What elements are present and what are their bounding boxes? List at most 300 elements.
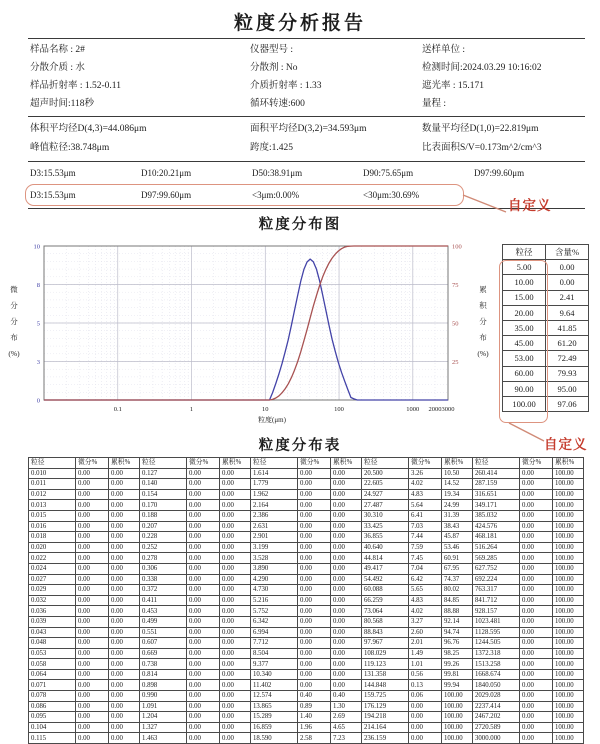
dist-table-cell: 0.012 (29, 489, 76, 500)
dist-table-cell: 0.00 (520, 563, 553, 574)
dist-table-cell: 194.218 (362, 712, 409, 723)
dist-table-cell: 1.779 (251, 479, 298, 490)
dist-table-cell: 0.814 (140, 669, 187, 680)
dist-table-cell: 100.00 (553, 479, 584, 490)
dist-table-cell: 2.901 (251, 532, 298, 543)
dist-table-cell: 0.029 (29, 585, 76, 596)
dist-table-cell: 0.00 (220, 479, 251, 490)
side-table-cell: 72.49 (546, 351, 589, 366)
dist-table-cell: 0.89 (298, 701, 331, 712)
dist-table-cell: 27.487 (362, 500, 409, 511)
dist-table-cell: 0.00 (187, 659, 220, 670)
dist-table-cell: 100.00 (553, 521, 584, 532)
dist-table-cell: 0.00 (520, 627, 553, 638)
dist-table-cell: 2.164 (251, 500, 298, 511)
x-tick-label: 0.1 (113, 406, 122, 413)
dist-table-cell: 0.607 (140, 638, 187, 649)
dist-table-cell: 0.127 (140, 468, 187, 479)
info-cell: 分散介质 : 水 (30, 63, 85, 73)
dist-table-cell: 45.87 (442, 532, 473, 543)
dist-table-cell: 0.00 (331, 468, 362, 479)
table-row (29, 479, 584, 490)
y-right-tick-label: 50 (452, 320, 459, 328)
dist-table-cell: 0.00 (409, 701, 442, 712)
y-left-axis-label: 布 (10, 333, 18, 342)
dist-table-cell: 100.00 (553, 542, 584, 553)
side-table-cell: 79.93 (546, 366, 589, 381)
dist-table-cell: 0.56 (409, 669, 442, 680)
dist-table-cell: 80.02 (442, 585, 473, 596)
dist-table-cell: 31.39 (442, 510, 473, 521)
dist-table-cell: 100.00 (442, 722, 473, 733)
dist-table-cell: 20.500 (362, 468, 409, 479)
dist-table-cell: 0.00 (520, 479, 553, 490)
dist-table-cell: 0.00 (520, 733, 553, 744)
dist-table-cell: 100.00 (553, 733, 584, 744)
dist-table-cell: 100.00 (553, 712, 584, 723)
dist-table-cell: 0.00 (520, 553, 553, 564)
dist-table-cell: 627.752 (473, 563, 520, 574)
dist-table-cell: 6.342 (251, 616, 298, 627)
dist-table-cell: 0.00 (220, 553, 251, 564)
dist-table-cell: 0.013 (29, 500, 76, 511)
dist-table-cell: 0.010 (29, 468, 76, 479)
dist-table-cell: 0.00 (76, 733, 109, 744)
dist-table-cell: 0.00 (109, 733, 140, 744)
side-table-header: 含量% (546, 245, 589, 260)
side-table-cell: 20.00 (503, 305, 546, 320)
dist-table-cell: 0.00 (187, 701, 220, 712)
dist-table-cell: 10.50 (442, 468, 473, 479)
dist-table-cell: 1.614 (251, 468, 298, 479)
dist-table-cell: 0.00 (220, 648, 251, 659)
dist-table-cell: 0.00 (76, 553, 109, 564)
dist-table-cell: 0.00 (298, 468, 331, 479)
dist-table-cell: 84.85 (442, 595, 473, 606)
dist-table-cell: 0.00 (109, 500, 140, 511)
y-left-axis-label: 分 (10, 301, 18, 310)
dist-table-cell: 0.00 (220, 638, 251, 649)
dist-table-cell: 0.00 (331, 489, 362, 500)
dist-table-cell: 144.848 (362, 680, 409, 691)
dist-table-cell: 24.927 (362, 489, 409, 500)
dist-table-cell: 0.00 (220, 574, 251, 585)
dist-table-cell: 0.00 (187, 468, 220, 479)
dist-table-cell: 0.018 (29, 532, 76, 543)
table-row (503, 336, 589, 351)
dist-table-cell: 10.340 (251, 669, 298, 680)
table-row (29, 500, 584, 511)
dist-table-cell: 0.00 (331, 500, 362, 511)
dist-table-cell: 0.00 (409, 712, 442, 723)
dist-table-cell: 0.016 (29, 521, 76, 532)
dist-table-cell: 385.032 (473, 510, 520, 521)
dist-table-cell: 0.00 (520, 521, 553, 532)
dist-table-header: 微分% (409, 458, 442, 469)
dist-table-cell: 0.00 (109, 468, 140, 479)
dist-table-cell: 0.00 (520, 712, 553, 723)
dist-table-cell: 0.095 (29, 712, 76, 723)
y-right-axis-label: 累 (479, 285, 487, 294)
info-cell: 量程 : (422, 99, 447, 109)
dist-table-cell: 763.317 (473, 585, 520, 596)
dist-table-cell: 0.00 (298, 606, 331, 617)
dist-table-cell: 0.078 (29, 691, 76, 702)
dist-table-cell: 0.00 (187, 680, 220, 691)
dist-table-header: 累积% (331, 458, 362, 469)
dist-table-cell: 1128.595 (473, 627, 520, 638)
dist-table-cell: 0.00 (220, 489, 251, 500)
dist-table-cell: 0.00 (109, 680, 140, 691)
dist-table-cell: 0.13 (409, 680, 442, 691)
dist-table-cell: 0.00 (520, 489, 553, 500)
dist-table-cell: 100.00 (442, 733, 473, 744)
dist-table-cell: 0.00 (109, 648, 140, 659)
dist-table-cell: 0.104 (29, 722, 76, 733)
dist-table-cell: 0.00 (187, 574, 220, 585)
d-value: D90:75.65μm (363, 168, 414, 178)
dist-table-cell: 100.00 (553, 563, 584, 574)
dist-table-cell: 0.338 (140, 574, 187, 585)
dist-table-header: 粒径 (473, 458, 520, 469)
y-left-axis-label: 微 (10, 285, 18, 294)
dist-table-cell: 36.855 (362, 532, 409, 543)
side-table-cell: 97.06 (546, 396, 589, 411)
dist-table-cell: 0.00 (331, 563, 362, 574)
dist-table-cell: 0.00 (109, 532, 140, 543)
dist-table-cell: 100.00 (553, 680, 584, 691)
side-table-cell: 61.20 (546, 336, 589, 351)
dist-table-cell: 0.00 (520, 616, 553, 627)
dist-table-cell: 108.029 (362, 648, 409, 659)
dist-table-cell: 22.605 (362, 479, 409, 490)
dist-table-cell: 30.310 (362, 510, 409, 521)
dist-table-cell: 2.58 (298, 733, 331, 744)
y-left-tick-label: 8 (36, 281, 40, 289)
dist-table-cell: 0.00 (76, 659, 109, 670)
dist-table-cell: 0.06 (409, 691, 442, 702)
dist-table-cell: 159.725 (362, 691, 409, 702)
custom-value: <30μm:30.69% (363, 190, 420, 200)
dist-table-cell: 841.712 (473, 595, 520, 606)
dist-table-cell: 7.712 (251, 638, 298, 649)
dist-table-cell: 3.27 (409, 616, 442, 627)
dist-table-cell: 2.631 (251, 521, 298, 532)
dist-table-cell: 13.865 (251, 701, 298, 712)
dist-table-cell: 5.752 (251, 606, 298, 617)
dist-table-cell: 0.278 (140, 553, 187, 564)
table-row (29, 669, 584, 680)
dist-table-cell: 516.264 (473, 542, 520, 553)
dist-table-cell: 11.402 (251, 680, 298, 691)
y-left-tick-label: 0 (36, 397, 40, 405)
dist-table-cell: 0.00 (187, 691, 220, 702)
dist-table-cell: 0.00 (331, 521, 362, 532)
dist-table-cell: 1.30 (331, 701, 362, 712)
dist-table-cell: 1.40 (298, 712, 331, 723)
dist-table-cell: 0.207 (140, 521, 187, 532)
dist-table-cell: 468.181 (473, 532, 520, 543)
dist-table-cell: 16.859 (251, 722, 298, 733)
side-annotation: 自定义 (544, 437, 588, 452)
dist-table-cell: 0.00 (109, 510, 140, 521)
dist-table-cell: 0.00 (76, 627, 109, 638)
dist-table-cell: 0.00 (331, 659, 362, 670)
side-table-cell: 53.00 (503, 351, 546, 366)
avg-cell: 跨度:1.425 (250, 143, 294, 153)
dist-table-cell: 0.154 (140, 489, 187, 500)
dist-table-cell: 0.00 (76, 616, 109, 627)
table-row (29, 722, 584, 733)
dist-table-cell: 3.199 (251, 542, 298, 553)
dist-table-cell: 0.020 (29, 542, 76, 553)
sample-info-grid (30, 41, 585, 113)
dist-table-cell: 0.00 (109, 595, 140, 606)
dist-table-cell: 2.386 (251, 510, 298, 521)
dist-table-cell: 1.01 (409, 659, 442, 670)
dist-table-cell: 692.224 (473, 574, 520, 585)
dist-table-cell: 0.032 (29, 595, 76, 606)
dist-table-cell: 1372.318 (473, 648, 520, 659)
dist-table-cell: 1.091 (140, 701, 187, 712)
dist-table-cell: 0.00 (298, 489, 331, 500)
dist-table-cell: 0.00 (187, 712, 220, 723)
dist-table-cell: 0.00 (298, 585, 331, 596)
table-row (29, 574, 584, 585)
dist-table-cell: 0.00 (520, 500, 553, 511)
table-row (503, 366, 589, 381)
dist-table-cell: 0.00 (187, 479, 220, 490)
dist-table-cell: 0.00 (187, 733, 220, 744)
dist-table-cell: 0.00 (220, 680, 251, 691)
dist-table-cell: 0.00 (220, 468, 251, 479)
distribution-chart (4, 234, 502, 434)
dist-table-cell: 0.027 (29, 574, 76, 585)
dist-table-cell: 0.00 (187, 500, 220, 511)
table-row (503, 396, 589, 411)
side-table-cell: 2.41 (546, 290, 589, 305)
side-table-cell: 90.00 (503, 381, 546, 396)
divider (28, 116, 585, 117)
dist-table-cell: 3.528 (251, 553, 298, 564)
table-row (29, 585, 584, 596)
side-table-header: 粒径 (503, 245, 546, 260)
dist-table-cell: 0.00 (331, 532, 362, 543)
avg-cell: 峰值粒径:38.748μm (30, 143, 110, 153)
averages-grid (30, 120, 585, 158)
dist-table-cell: 0.00 (220, 606, 251, 617)
y-left-tick-label: 10 (33, 243, 40, 251)
dist-table-cell: 0.00 (520, 574, 553, 585)
dist-table-cell: 92.14 (442, 616, 473, 627)
dist-table-cell: 0.00 (220, 500, 251, 511)
info-cell: 循环转速:600 (250, 99, 305, 109)
dist-table-cell: 4.730 (251, 585, 298, 596)
x-tick-label: 1000 (406, 406, 420, 413)
dist-table-cell: 0.00 (109, 627, 140, 638)
avg-cell: 数量平均径D(1,0)=22.819μm (422, 124, 539, 134)
dist-table-cell: 0.00 (76, 680, 109, 691)
avg-cell: 体积平均径D(4,3)=44.086μm (30, 124, 147, 134)
table-row (29, 532, 584, 543)
dist-table-cell: 0.086 (29, 701, 76, 712)
table-row (29, 595, 584, 606)
dist-table-cell: 100.00 (553, 606, 584, 617)
side-table-cell: 10.00 (503, 275, 546, 290)
dist-table-cell: 100.00 (553, 585, 584, 596)
dist-table-cell: 0.00 (76, 648, 109, 659)
dist-table-cell: 0.00 (187, 638, 220, 649)
table-row (29, 542, 584, 553)
dist-table-cell: 0.00 (109, 542, 140, 553)
dist-table-cell: 3.890 (251, 563, 298, 574)
dist-table-cell: 0.00 (298, 616, 331, 627)
dist-table-cell: 0.00 (520, 595, 553, 606)
dist-table-header: 累积% (109, 458, 140, 469)
table-row (29, 680, 584, 691)
dist-table-cell: 100.00 (553, 627, 584, 638)
table-row (503, 290, 589, 305)
dist-table-cell: 0.00 (76, 638, 109, 649)
dist-table-cell: 100.00 (553, 468, 584, 479)
dist-table-cell: 0.00 (331, 585, 362, 596)
dist-table-cell: 0.00 (220, 627, 251, 638)
table-row (503, 351, 589, 366)
dist-table-cell: 5.216 (251, 595, 298, 606)
table-row (29, 733, 584, 744)
side-table-cell: 15.00 (503, 290, 546, 305)
dist-table-cell: 0.00 (76, 595, 109, 606)
d-value: D10:20.21μm (141, 168, 192, 178)
dist-table-cell: 0.00 (298, 659, 331, 670)
dist-table-cell: 0.00 (331, 606, 362, 617)
dist-table-cell: 0.00 (76, 701, 109, 712)
dist-table-cell: 100.00 (553, 616, 584, 627)
dist-table-cell: 0.00 (520, 468, 553, 479)
dist-table-cell: 0.00 (187, 722, 220, 733)
dist-table-cell: 0.00 (520, 532, 553, 543)
side-table-cell: 45.00 (503, 336, 546, 351)
side-table-cell: 100.00 (503, 396, 546, 411)
dist-table-cell: 0.00 (520, 638, 553, 649)
dist-table-cell: 0.00 (187, 595, 220, 606)
dist-table-cell: 0.00 (520, 659, 553, 670)
dist-table-cell: 0.40 (298, 691, 331, 702)
dist-table-header: 微分% (76, 458, 109, 469)
x-axis-label: 粒度(μm) (258, 416, 286, 424)
dist-table-cell: 19.34 (442, 489, 473, 500)
custom-values-row (30, 185, 585, 213)
dist-table-cell: 0.00 (220, 521, 251, 532)
dist-table-cell: 2.01 (409, 638, 442, 649)
dist-table-cell: 0.00 (520, 510, 553, 521)
dist-table-cell: 88.88 (442, 606, 473, 617)
dist-table-cell: 100.00 (553, 574, 584, 585)
dist-table-cell: 1.962 (251, 489, 298, 500)
dist-table-cell: 100.00 (553, 595, 584, 606)
dist-table-cell: 0.00 (298, 510, 331, 521)
dist-table-cell: 0.00 (298, 595, 331, 606)
dist-table-cell: 12.574 (251, 691, 298, 702)
dist-table-title: 粒度分布表 (258, 438, 342, 454)
table-row (29, 638, 584, 649)
dist-table-cell: 0.00 (331, 648, 362, 659)
dist-table-cell: 4.83 (409, 489, 442, 500)
dist-table-cell: 0.00 (76, 532, 109, 543)
dist-table-cell: 0.00 (76, 479, 109, 490)
info-cell: 送样单位 : (422, 45, 466, 55)
dist-table-cell: 100.00 (442, 691, 473, 702)
dist-table-cell: 96.76 (442, 638, 473, 649)
dist-table-cell: 2467.202 (473, 712, 520, 723)
dist-table-cell: 0.00 (76, 542, 109, 553)
avg-cell: 比表面积S/V=0.173m^2/cm^3 (422, 143, 542, 153)
dist-table-cell: 67.95 (442, 563, 473, 574)
dist-table-cell: 0.00 (220, 595, 251, 606)
dist-table-cell: 0.00 (109, 691, 140, 702)
dist-table-cell: 2.69 (331, 712, 362, 723)
dist-table-cell: 0.00 (298, 574, 331, 585)
x-tick-label: 1 (189, 406, 194, 413)
dist-table-cell: 100.00 (553, 722, 584, 733)
dist-table-cell: 6.42 (409, 574, 442, 585)
dist-table-cell: 100.00 (442, 712, 473, 723)
dist-table-cell: 4.02 (409, 479, 442, 490)
dist-table-cell: 44.814 (362, 553, 409, 564)
dist-table-cell: 1668.674 (473, 669, 520, 680)
content-panel (502, 244, 594, 452)
d-value: D3:15.53μm (30, 168, 76, 178)
y-left-axis-label: (%) (8, 349, 20, 358)
dist-table-cell: 0.00 (331, 542, 362, 553)
dist-table-cell: 236.159 (362, 733, 409, 744)
dist-table-cell: 569.285 (473, 553, 520, 564)
dist-table-cell: 0.00 (298, 638, 331, 649)
x-tick-label: 3000 (441, 406, 455, 413)
y-right-tick-label: 100 (452, 243, 462, 251)
table-row (29, 648, 584, 659)
table-row (503, 260, 589, 275)
dist-table-cell: 260.414 (473, 468, 520, 479)
dist-table-cell: 0.00 (187, 489, 220, 500)
dist-table-cell: 0.00 (331, 616, 362, 627)
dist-table-cell: 8.504 (251, 648, 298, 659)
dist-table-cell: 0.043 (29, 627, 76, 638)
dist-table-cell: 4.83 (409, 595, 442, 606)
dist-table-cell: 0.00 (109, 585, 140, 596)
dist-table-cell: 100.00 (553, 659, 584, 670)
dist-table-cell: 0.551 (140, 627, 187, 638)
dist-table-cell: 0.115 (29, 733, 76, 744)
dist-table-cell: 0.00 (109, 638, 140, 649)
dist-table-cell: 287.159 (473, 479, 520, 490)
page-title: 粒度分析报告 (233, 13, 366, 34)
dist-table-cell: 0.00 (520, 648, 553, 659)
dist-table-cell: 74.37 (442, 574, 473, 585)
dist-table-cell: 0.00 (331, 669, 362, 680)
dist-table-cell: 100.00 (553, 669, 584, 680)
dist-table-cell: 0.140 (140, 479, 187, 490)
dist-table-cell: 80.568 (362, 616, 409, 627)
info-cell: 样品折射率 : 1.52-0.11 (30, 81, 121, 91)
dist-table-cell: 0.00 (109, 669, 140, 680)
dist-table-cell: 0.00 (187, 510, 220, 521)
dist-table-cell: 1.204 (140, 712, 187, 723)
dist-table-cell: 0.00 (109, 659, 140, 670)
dist-table-cell: 0.058 (29, 659, 76, 670)
dist-table-cell: 0.00 (187, 563, 220, 574)
dist-table-cell: 0.00 (220, 616, 251, 627)
